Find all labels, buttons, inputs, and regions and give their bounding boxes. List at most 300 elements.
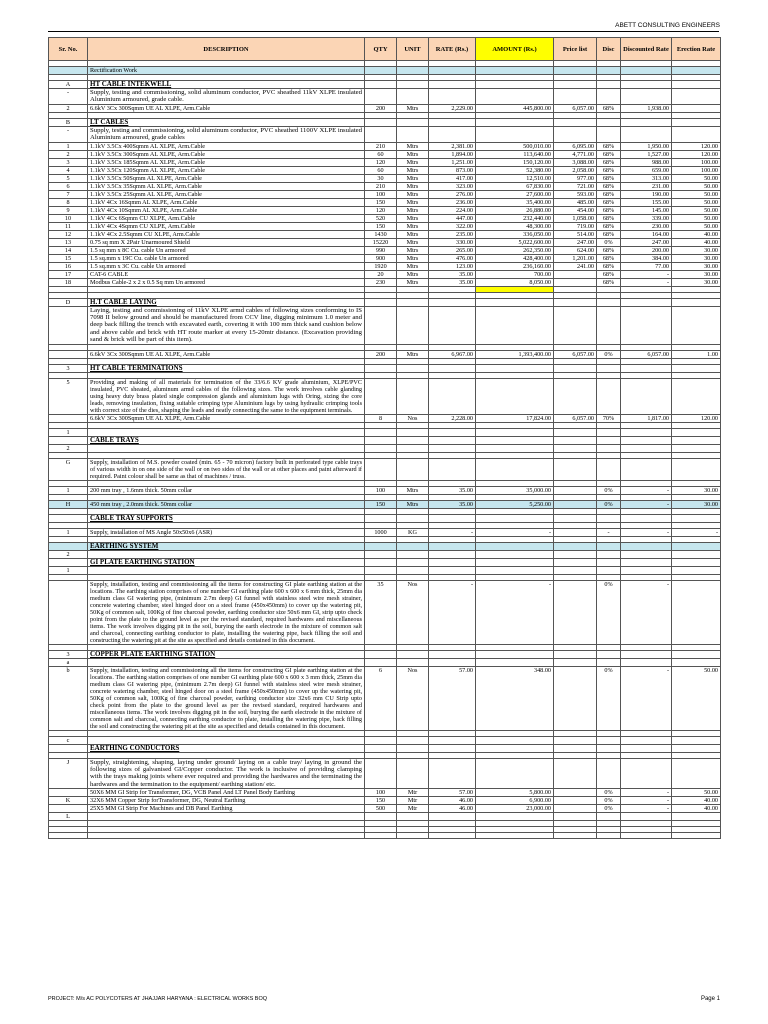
cell-rate: [429, 542, 476, 550]
cell-desc: EARTHING CONDUCTORS: [88, 744, 365, 752]
cell-desc: [88, 658, 365, 666]
section-heading-row: [49, 744, 721, 752]
cell-pl: [554, 789, 597, 797]
cell-pl: 6,057.00: [554, 350, 597, 358]
col-erection-rate: Erection Rate: [672, 38, 721, 61]
cell-unit: [397, 744, 429, 752]
cell-pl: [554, 278, 597, 286]
cell-pl: 721.00: [554, 182, 597, 190]
cell-er: 30.00: [672, 262, 721, 270]
cell-unit: [397, 813, 429, 821]
cell-pl: [554, 126, 597, 142]
cell-sr: 2: [49, 550, 88, 558]
table-row: [49, 222, 721, 230]
cell-dr: 6,057.00: [621, 350, 672, 358]
cell-rate: 2,228.00: [429, 414, 476, 422]
cell-rate: [429, 650, 476, 658]
cell-qty: 60: [365, 150, 397, 158]
cell-rate: 322.00: [429, 222, 476, 230]
cell-qty: [365, 566, 397, 574]
cell-unit: [397, 364, 429, 372]
cell-qty: 520: [365, 214, 397, 222]
cell-desc: 50X6 MM GI Strip for Transformer, DG, VCB Panel And LT Panel Body Earthing: [88, 789, 365, 797]
company-name: ABETT CONSULTING ENGINEERS: [615, 22, 720, 29]
cell-er: [672, 306, 721, 344]
cell-qty: [365, 550, 397, 558]
cell-disc: 0%: [597, 580, 621, 644]
cell-disc: [597, 514, 621, 522]
cell-amt: [476, 542, 554, 550]
cell-pl: 241.00: [554, 262, 597, 270]
cell-desc: EARTHING SYSTEM: [88, 542, 365, 550]
cell-unit: [397, 550, 429, 558]
cell-qty: [365, 833, 397, 839]
boq-body: [49, 61, 721, 839]
cell-dr: 230.00: [621, 222, 672, 230]
cell-pl: [554, 514, 597, 522]
description-row: [49, 306, 721, 344]
cell-dr: 164.00: [621, 230, 672, 238]
cell-sr: [49, 542, 88, 550]
col-rate: RATE (Rs.): [429, 38, 476, 61]
cell-amt: [476, 744, 554, 752]
table-row: [49, 166, 721, 174]
cell-pl: [554, 580, 597, 644]
cell-sr: [49, 67, 88, 75]
cell-desc: 1.1kV 3.5Cx 25Sqmm AL XLPE, Arm.Cable: [88, 190, 365, 198]
cell-unit: [397, 81, 429, 89]
cell-unit: Mtrs: [397, 104, 429, 112]
cell-amt: [476, 364, 554, 372]
cell-amt: [476, 813, 554, 821]
cell-qty: 210: [365, 182, 397, 190]
cell-rate: [429, 306, 476, 344]
table-row: [49, 658, 721, 666]
cell-dr: -: [621, 666, 672, 730]
cell-rate: 417.00: [429, 174, 476, 182]
cell-pl: [554, 833, 597, 839]
cell-dr: [621, 81, 672, 89]
cell-sr: [49, 789, 88, 797]
cell-sr: [49, 744, 88, 752]
cell-amt: [476, 650, 554, 658]
cell-qty: 1000: [365, 528, 397, 536]
cell-amt: 113,640.00: [476, 150, 554, 158]
cell-amt: 6,900.00: [476, 797, 554, 805]
cell-er: 30.00: [672, 254, 721, 262]
col-description: DESCRIPTION: [88, 38, 365, 61]
cell-rate: [429, 744, 476, 752]
cell-qty: [365, 514, 397, 522]
table-row: [49, 142, 721, 150]
cell-er: 30.00: [672, 486, 721, 494]
cell-rate: [429, 558, 476, 566]
col-amount: AMOUNT (Rs.): [476, 38, 554, 61]
cell-sr: K: [49, 797, 88, 805]
cell-amt: [476, 758, 554, 789]
cell-unit: Mtr: [397, 789, 429, 797]
cell-pl: [554, 436, 597, 444]
cell-unit: [397, 558, 429, 566]
cell-sr: 1: [49, 142, 88, 150]
cell-qty: [365, 81, 397, 89]
description-row: [49, 126, 721, 142]
cell-unit: Mtrs: [397, 150, 429, 158]
cell-dr: 988.00: [621, 158, 672, 166]
cell-rate: 35.00: [429, 486, 476, 494]
cell-pl: [554, 550, 597, 558]
cell-qty: [365, 658, 397, 666]
project-label: PROJECT: M/s AC POLYCOTERS AT JHAJJAR HARYANA : ELECTRICAL WORKS BOQ: [48, 996, 268, 1002]
cell-pl: 593.00: [554, 190, 597, 198]
cell-desc: COPPER PLATE EARTHING STATION: [88, 650, 365, 658]
cell-rate: [429, 736, 476, 744]
cell-disc: [597, 542, 621, 550]
section-heading-row: [49, 514, 721, 522]
cell-pl: 6,095.00: [554, 142, 597, 150]
cell-pl: 1,201.00: [554, 254, 597, 262]
cell-rate: [429, 566, 476, 574]
cell-rate: 35.00: [429, 270, 476, 278]
cell-desc: Rectification Work: [88, 67, 365, 75]
cell-rate: 57.00: [429, 789, 476, 797]
cell-unit: Mtr: [397, 805, 429, 813]
cell-er: 50.00: [672, 198, 721, 206]
table-row: [49, 190, 721, 198]
cell-unit: [397, 298, 429, 306]
cell-er: [672, 550, 721, 558]
cell-dr: [621, 444, 672, 452]
cell-sr: 15: [49, 254, 88, 262]
cell-er: 50.00: [672, 214, 721, 222]
cell-sr: B: [49, 118, 88, 126]
cell-desc: 1.1kV 3.5Cx 185Sqmm AL XLPE, Arm.Cable: [88, 158, 365, 166]
cell-qty: 30: [365, 174, 397, 182]
cell-disc: 68%: [597, 214, 621, 222]
cell-pl: 2,058.00: [554, 166, 597, 174]
cell-er: [672, 444, 721, 452]
cell-dr: [621, 436, 672, 444]
section-heading-row: [49, 542, 721, 550]
cell-rate: 447.00: [429, 214, 476, 222]
col-unit: UNIT: [397, 38, 429, 61]
cell-er: [672, 364, 721, 372]
cell-pl: [554, 805, 597, 813]
cell-disc: [597, 118, 621, 126]
cell-rate: [429, 126, 476, 142]
col-price-list: Price list: [554, 38, 597, 61]
table-row: [49, 246, 721, 254]
cell-disc: 68%: [597, 246, 621, 254]
cell-er: 30.00: [672, 500, 721, 508]
cell-disc: [597, 833, 621, 839]
cell-unit: Mtrs: [397, 486, 429, 494]
cell-er: [672, 736, 721, 744]
cell-dr: [621, 118, 672, 126]
cell-unit: [397, 458, 429, 480]
cell-sr: -: [49, 126, 88, 142]
spacer-row: [49, 833, 721, 839]
cell-rate: 265.00: [429, 246, 476, 254]
cell-dr: [621, 364, 672, 372]
cell-disc: [597, 736, 621, 744]
cell-rate: 35.00: [429, 500, 476, 508]
cell-pl: [554, 486, 597, 494]
cell-disc: 68%: [597, 104, 621, 112]
cell-amt: [476, 558, 554, 566]
table-row: [49, 428, 721, 436]
cell-qty: 150: [365, 500, 397, 508]
cell-rate: 276.00: [429, 190, 476, 198]
cell-sr: J: [49, 758, 88, 789]
page-number: Page 1: [700, 996, 720, 1002]
cell-er: [672, 658, 721, 666]
cell-rate: 46.00: [429, 797, 476, 805]
cell-er: 40.00: [672, 805, 721, 813]
cell-desc: Laying, testing and commissioning of 11kV XLPE armd cables of following sizes conforming to IS 7098 II below ground and should be manufactured from CCV line, digging minimum 1.0 meter and deep back filling the trench with excavated earth, covering it with 100 mm thick sand cushion below and above cable and brick with HT route marker at every 15-20mtr distance. (Excavation providing sand & brick will be part of this item).: [88, 306, 365, 344]
cell-desc: [88, 444, 365, 452]
cell-sr: 2: [49, 444, 88, 452]
cell-disc: [597, 378, 621, 414]
cell-sr: b: [49, 666, 88, 730]
cell-qty: 100: [365, 190, 397, 198]
cell-sr: [49, 414, 88, 422]
cell-unit: [397, 436, 429, 444]
cell-amt: 5,800.00: [476, 789, 554, 797]
cell-dr: [621, 566, 672, 574]
cell-amt: [476, 378, 554, 414]
cell-dr: [621, 658, 672, 666]
cell-unit: Mtrs: [397, 142, 429, 150]
cell-sr: 2: [49, 150, 88, 158]
cell-amt: [476, 89, 554, 105]
cell-er: 100.00: [672, 166, 721, 174]
section-heading-row: [49, 436, 721, 444]
cell-desc: Providing and making of all materials for termination of the 33/6.6 KV grade aluminium, XLPE/PVC insulated, PVC sheated, aluminum armd cables of the following sizes. The work involves cable glanding using heavy duty brass plated single compression glands and aluminium lugs with Oring, sizing the core leads, removing insulation, fixing suitable crimping type Aluminium lugs by using hydraulic crimping tools with correct size of the dies, shaping the leads and neatly connecting the same to the equipment terminals.: [88, 378, 365, 414]
cell-amt: 35,400.00: [476, 198, 554, 206]
table-row: [49, 230, 721, 238]
cell-desc: Supply, installation of MS Angle 50x50x6 (ASR): [88, 528, 365, 536]
cell-sr: -: [49, 89, 88, 105]
cell-desc: Supply, installation of M.S. powder coated (min. 65 - 70 micron) factory built in perforated type cable trays of various width in on one side of the wall or on two sides of the wall or at other places and paint afterward if required. Paint colour shall be same as that of machines / truss.: [88, 458, 365, 480]
cell-sr: 1: [49, 566, 88, 574]
cell-amt: 67,830.00: [476, 182, 554, 190]
cell-desc: CABLE TRAYS: [88, 436, 365, 444]
cell-pl: 514.00: [554, 230, 597, 238]
cell-amt: [476, 444, 554, 452]
cell-disc: [597, 364, 621, 372]
cell-dr: -: [621, 789, 672, 797]
cell-sr: 10: [49, 214, 88, 222]
cell-pl: 624.00: [554, 246, 597, 254]
cell-rate: -: [429, 528, 476, 536]
cell-disc: [597, 436, 621, 444]
description-row: [49, 758, 721, 789]
cell-rate: 2,229.00: [429, 104, 476, 112]
cell-dr: 339.00: [621, 214, 672, 222]
cell-er: [672, 104, 721, 112]
cell-dr: 155.00: [621, 198, 672, 206]
cell-desc: LT CABLES: [88, 118, 365, 126]
cell-amt: [476, 428, 554, 436]
cell-amt: [476, 81, 554, 89]
cell-unit: [397, 378, 429, 414]
cell-disc: -: [597, 528, 621, 536]
cell-pl: [554, 736, 597, 744]
description-row: [49, 378, 721, 414]
cell-sr: 3: [49, 158, 88, 166]
cell-er: 120.00: [672, 150, 721, 158]
table-row: [49, 813, 721, 821]
cell-unit: Mtrs: [397, 500, 429, 508]
cell-sr: [49, 805, 88, 813]
cell-sr: 2: [49, 104, 88, 112]
cell-disc: 0%: [597, 486, 621, 494]
cell-amt: 1,393,400.00: [476, 350, 554, 358]
cell-desc: 1.1kV 4Cx 4Sqmm CU XLPE, Arm.Cable: [88, 222, 365, 230]
cell-amt: 5,250.00: [476, 500, 554, 508]
cell-er: 40.00: [672, 230, 721, 238]
cell-er: 50.00: [672, 789, 721, 797]
cell-rate: 476.00: [429, 254, 476, 262]
header-rule: [48, 31, 719, 32]
section-heading-row: [49, 364, 721, 372]
cell-unit: KG: [397, 528, 429, 536]
cell-amt: 236,160.00: [476, 262, 554, 270]
cell-rate: 6,967.00: [429, 350, 476, 358]
cell-qty: 990: [365, 246, 397, 254]
table-row: [49, 262, 721, 270]
cell-rate: [429, 458, 476, 480]
table-header-row: [49, 38, 721, 61]
cell-dr: [621, 126, 672, 142]
cell-pl: 977.00: [554, 174, 597, 182]
cell-qty: [365, 444, 397, 452]
cell-disc: 0%: [597, 666, 621, 730]
cell-dr: [621, 458, 672, 480]
cell-rate: [429, 658, 476, 666]
cell-unit: [397, 89, 429, 105]
cell-dr: [621, 67, 672, 75]
cell-dr: 1,950.00: [621, 142, 672, 150]
cell-sr: 6: [49, 182, 88, 190]
cell-qty: [365, 758, 397, 789]
cell-dr: [621, 306, 672, 344]
cell-qty: 60: [365, 166, 397, 174]
cell-disc: [597, 306, 621, 344]
cell-amt: 445,800.00: [476, 104, 554, 112]
cell-rate: 323.00: [429, 182, 476, 190]
cell-er: [672, 378, 721, 414]
cell-amt: 23,000.00: [476, 805, 554, 813]
cell-qty: [365, 306, 397, 344]
cell-sr: G: [49, 458, 88, 480]
cell-desc: 1.5 sq.mm x 3C Cu. cable Un armored: [88, 262, 365, 270]
cell-pl: [554, 118, 597, 126]
cell-pl: [554, 500, 597, 508]
cell-amt: [476, 658, 554, 666]
col-disc: Disc: [597, 38, 621, 61]
cell-desc: 1.1kV 3.5Cx 120Sqmm AL XLPE, Arm.Cable: [88, 166, 365, 174]
cell-dr: [621, 744, 672, 752]
cell-dr: 659.00: [621, 166, 672, 174]
cell-unit: [397, 736, 429, 744]
table-row: [49, 278, 721, 286]
cell-qty: [365, 542, 397, 550]
cell-disc: 68%: [597, 254, 621, 262]
cell-dr: [621, 650, 672, 658]
cell-sr: 1: [49, 486, 88, 494]
cell-amt: 17,824.00: [476, 414, 554, 422]
cell-qty: 500: [365, 805, 397, 813]
cell-amt: [476, 550, 554, 558]
cell-unit: Nos: [397, 414, 429, 422]
cell-er: [672, 458, 721, 480]
cell-unit: Mtrs: [397, 254, 429, 262]
cell-unit: Mtrs: [397, 270, 429, 278]
section-heading-row: [49, 118, 721, 126]
cell-rate: 873.00: [429, 166, 476, 174]
cell-disc: [597, 444, 621, 452]
cell-er: [672, 813, 721, 821]
cell-rate: [429, 364, 476, 372]
cell-qty: 200: [365, 104, 397, 112]
cell-disc: 68%: [597, 222, 621, 230]
cell-desc: Supply, installation, testing and commissioning all the items for constructing GI plate earthing station at the locations. The earthing station comprises of one number GI earthing plate 600 x 600 x 3 mm thick, 25mm dia medium class GI watering pipe, (minimum 2.7m deep) GI funnel with stainless steel wire mesh strainer, concrete watering chamber, steel hinged door on a steel frame (450x450mm) to cover up the watering pit, 50Kg of common salt, 100Kg of fine charcoal powder, earthing conductor size 32x6 mm CU Strip upto check point from the plate to the ground level as per the revised standard, required hardwares and miscellaneous items. The work involves digging pit in the soil, burying the earth electrode in the mixture of common salt and charcoal, connecting earthing conductor to plate, installing the watering pipe, back filling the soil and constructing the watering pit at the site as specified and details contained in this document.: [88, 666, 365, 730]
cell-er: [672, 542, 721, 550]
cell-qty: 35: [365, 580, 397, 644]
cell-disc: 68%: [597, 278, 621, 286]
cell-qty: 150: [365, 222, 397, 230]
table-row: [49, 350, 721, 358]
col-qty: QTY: [365, 38, 397, 61]
cell-dr: -: [621, 500, 672, 508]
cell-sr: 11: [49, 222, 88, 230]
cell-qty: [365, 67, 397, 75]
cell-rate: [429, 67, 476, 75]
description-row: [49, 458, 721, 480]
cell-pl: 6,057.00: [554, 414, 597, 422]
cell-unit: [397, 833, 429, 839]
cell-disc: 0%: [597, 797, 621, 805]
page-footer: [48, 996, 720, 1002]
col-discounted-rate: Discounted Rate: [621, 38, 672, 61]
cell-er: 50.00: [672, 174, 721, 182]
cell-desc: 1.1kV 4Cx 16Sqmm AL XLPE, Arm.Cable: [88, 198, 365, 206]
cell-desc: HT CABLE TERMINATIONS: [88, 364, 365, 372]
cell-disc: [597, 658, 621, 666]
cell-pl: [554, 298, 597, 306]
cell-rate: [429, 298, 476, 306]
cell-disc: [597, 126, 621, 142]
cell-rate: [429, 378, 476, 414]
cell-sr: 9: [49, 206, 88, 214]
cell-pl: [554, 458, 597, 480]
cell-amt: 262,350.00: [476, 246, 554, 254]
cell-amt: [476, 118, 554, 126]
cell-amt: 52,380.00: [476, 166, 554, 174]
cell-qty: 120: [365, 158, 397, 166]
cell-rate: [429, 118, 476, 126]
cell-sr: [49, 558, 88, 566]
cell-dr: [621, 428, 672, 436]
cell-desc: [88, 566, 365, 574]
cell-disc: 68%: [597, 190, 621, 198]
cell-disc: [597, 428, 621, 436]
table-row: [49, 566, 721, 574]
cell-dr: -: [621, 270, 672, 278]
cell-qty: 15220: [365, 238, 397, 246]
